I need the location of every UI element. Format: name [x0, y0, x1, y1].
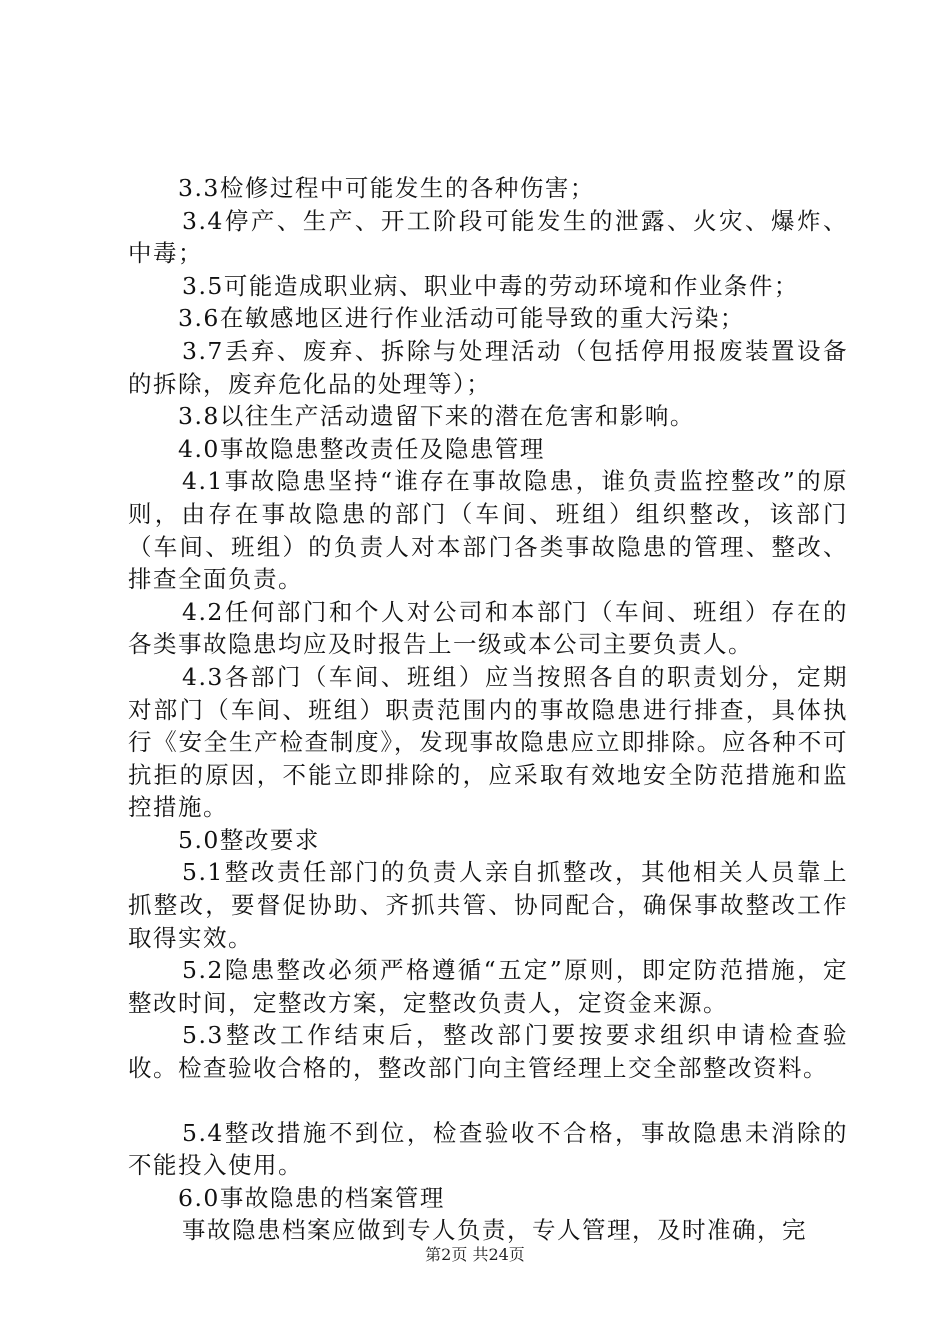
- paragraph-5-4: 5.4整改措施不到位，检查验收不合格，事故隐患未消除的不能投入使用。: [128, 1118, 848, 1180]
- paragraph-3-3: 3.3检修过程中可能发生的各种伤害；: [178, 174, 595, 202]
- paragraph-6-body: 事故隐患档案应做到专人负责，专人管理，及时准确，完: [182, 1216, 807, 1245]
- page-number-footer: 第2页 共24页: [425, 1245, 525, 1264]
- blank-line: [128, 1085, 848, 1117]
- paragraph-3-5: 3.5可能造成职业病、职业中毒的劳动环境和作业条件；: [182, 271, 799, 300]
- paragraph-5-3: 5.3整改工作结束后，整改部门要按要求组织申请检查验收。检查验收合格的，整改部门向主管经理上交全部整改资料。: [128, 1021, 848, 1083]
- paragraph-4-3: 4.3各部门（车间、班组）应当按照各自的职责划分，定期对部门（车间、班组）职责范围内的事故隐患进行排查，具体执行《安全生产检查制度》，发现事故隐患应立即排除。应各种不可抗拒的原因，不能立即排除的，应采取有效地安全防范措施和监控措施。: [128, 662, 848, 822]
- heading-5-0: 5.0整改要求: [178, 825, 320, 854]
- paragraph-3-6: 3.6在敏感地区进行作业活动可能导致的重大污染；: [178, 304, 745, 333]
- paragraph-4-2: 4.2任何部门和个人对公司和本部门（车间、班组）存在的各类事故隐患均应及时报告上一级或本公司主要负责人。: [128, 597, 848, 659]
- paragraph-4-1: 4.1事故隐患坚持“谁存在事故隐患，谁负责监控整改”的原则，由存在事故隐患的部门（车间、班组）组织整改，该部门（车间、班组）的负责人对本部门各类事故隐患的管理、整改、排查全面负责。: [128, 467, 848, 594]
- paragraph-3-4: 3.4停产、生产、开工阶段可能发生的泄露、火灾、爆炸、中毒；: [128, 206, 848, 268]
- paragraph-3-7: 3.7丢弃、废弃、拆除与处理活动（包括停用报废装置设备的拆除，废弃危化品的处理等）；: [128, 336, 848, 398]
- heading-4-0: 4.0事故隐患整改责任及隐患管理: [178, 434, 545, 463]
- paragraph-5-2: 5.2隐患整改必须严格遵循“五定”原则，即定防范措施，定整改时间，定整改方案，定整改负责人，定资金来源。: [128, 956, 848, 1017]
- document-body: [128, 172, 848, 1247]
- paragraph-3-8: 3.8以往生产活动遗留下来的潜在危害和影响。: [178, 402, 695, 431]
- paragraph-5-1: 5.1整改责任部门的负责人亲自抓整改，其他相关人员靠上抓整改，要督促协助、齐抓共管、协同配合，确保事故整改工作取得实效。: [128, 858, 848, 952]
- heading-6-0: 6.0事故隐患的档案管理: [178, 1183, 445, 1212]
